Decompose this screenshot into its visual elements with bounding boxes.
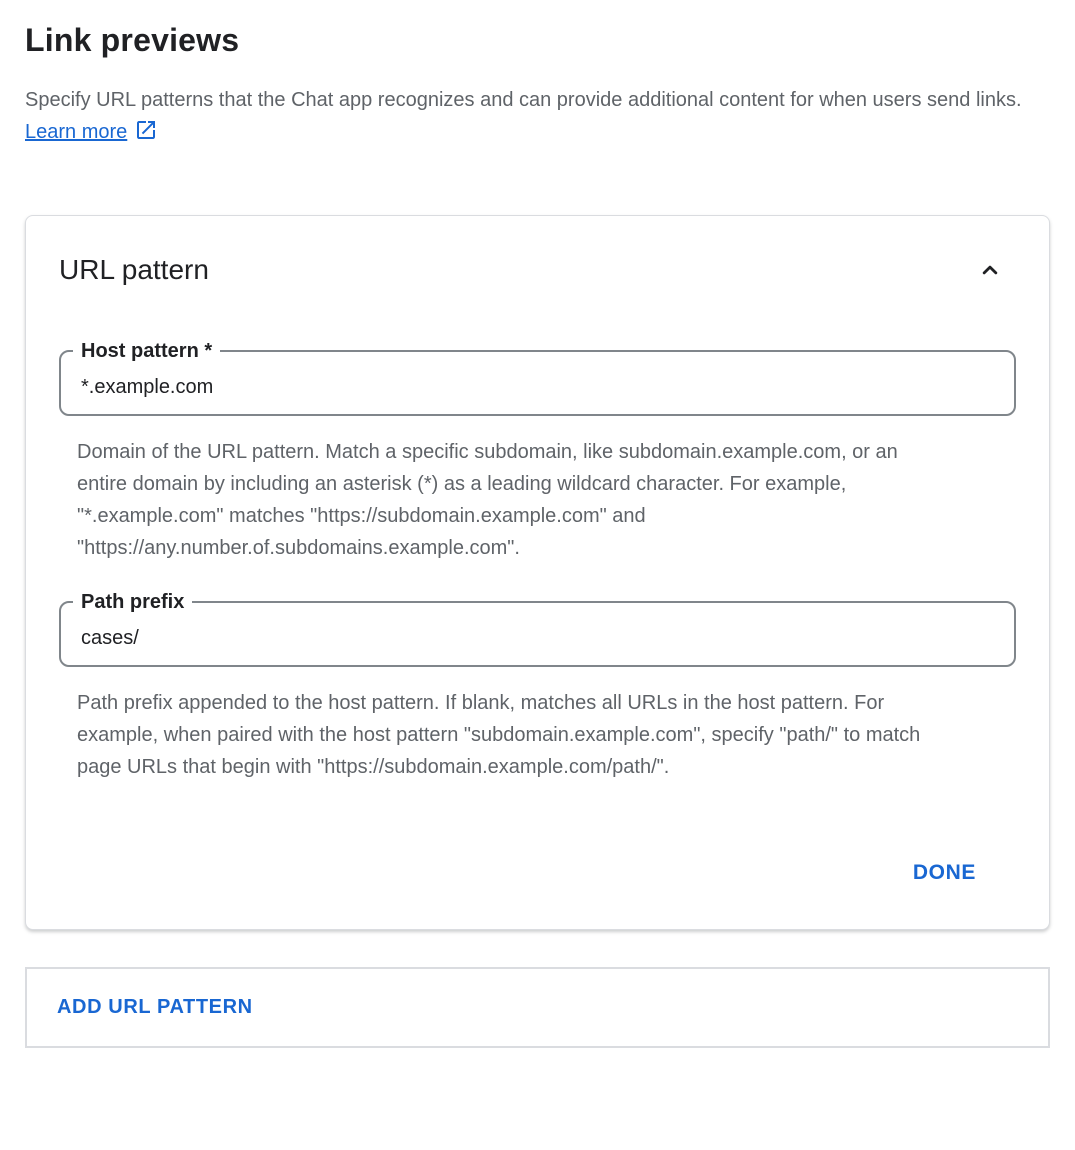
add-url-pattern-card bbox=[25, 967, 1050, 1048]
host-pattern-helper-text: Domain of the URL pattern. Match a specific subdomain, like subdomain.example.com, or an entire domain by including an asterisk (*) as a leading wildcard character. For example, "*.example.com" matches "https://subdomain.example.com" and "https://any.number.of.subdomains.example.com". bbox=[77, 441, 898, 559]
path-prefix-input[interactable] bbox=[61, 603, 1014, 665]
learn-more-link[interactable] bbox=[25, 121, 127, 143]
host-pattern-field bbox=[59, 340, 1016, 416]
url-pattern-card-header bbox=[59, 252, 1016, 288]
path-prefix-field bbox=[59, 591, 1016, 667]
path-prefix-label: Path prefix bbox=[73, 590, 192, 614]
path-prefix-helper-text: Path prefix appended to the host pattern. If blank, matches all URLs in the host pattern. For example, when paired with the host pattern "subdomain.example.com", specify "path/" to match page URLs that begin with "https://subdomain.example.com/path/". bbox=[77, 692, 921, 778]
open-in-new-icon bbox=[134, 125, 158, 147]
add-url-pattern-button[interactable]: ADD URL PATTERN bbox=[41, 988, 269, 1027]
card-title: URL pattern bbox=[59, 254, 209, 285]
done-button[interactable]: DONE bbox=[897, 853, 992, 893]
url-pattern-card bbox=[25, 215, 1050, 930]
collapse-button[interactable] bbox=[974, 254, 1006, 286]
page-description-text: Specify URL patterns that the Chat app recognizes and can provide additional content for when users send links. bbox=[25, 89, 1022, 111]
chevron-up-icon bbox=[976, 272, 1004, 287]
page-title: Link previews bbox=[25, 22, 240, 58]
page-description bbox=[25, 84, 1037, 152]
host-pattern-label: Host pattern * bbox=[73, 339, 220, 363]
card-actions-row bbox=[59, 853, 1016, 893]
learn-more-label: Learn more bbox=[25, 121, 128, 143]
